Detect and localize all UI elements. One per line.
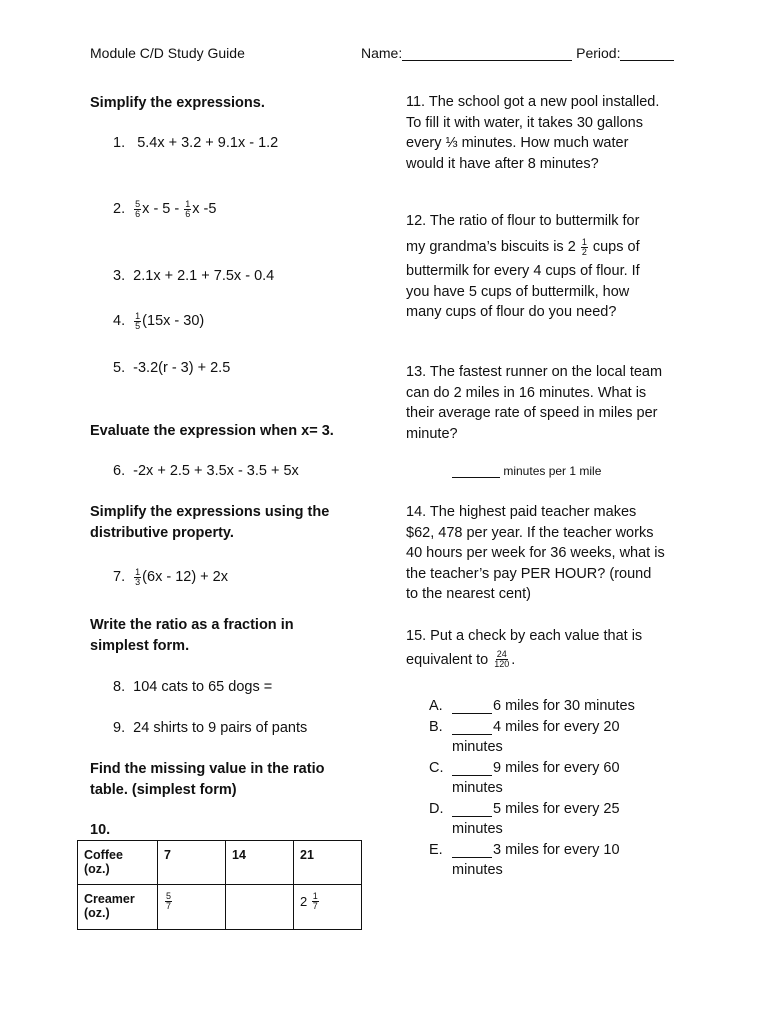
blank-answer-cell[interactable] (226, 885, 294, 930)
problem-11 (406, 92, 659, 174)
text-line: can do 2 miles in 16 minutes. What is (406, 384, 647, 401)
text-line: minute? (406, 425, 458, 442)
option-text: 9 miles for every 60 (493, 759, 620, 776)
name-label: Name: (361, 45, 403, 61)
text-line: many cups of flour do you need? (406, 304, 617, 320)
text-line: 14. The highest paid teacher makes (406, 504, 637, 520)
table-cell: 21 (294, 841, 362, 885)
fraction: $\frac{1}{5}$ (135, 310, 141, 331)
fraction: $\frac{5}{6}$ (135, 198, 141, 219)
text-line: buttermilk for every 4 cups of flour. If (406, 263, 640, 279)
text-line: would it have after 8 minutes? (406, 155, 599, 172)
section-heading-distributive (90, 502, 329, 543)
check-blank[interactable] (452, 843, 492, 858)
problem-text: -3.2(r - 3) + 2.5 (133, 360, 231, 376)
problem-number: 1. (113, 135, 126, 151)
problem-13-answer (452, 464, 601, 478)
problem-number: 3. (113, 268, 126, 284)
option-text-continued: minutes (452, 739, 503, 755)
option-text: 3 miles for every 10 (493, 841, 620, 858)
answer-unit: minutes per 1 mile (503, 464, 602, 478)
problem-text: x - 5 - (142, 201, 180, 217)
text-line: the teacher’s pay PER HOUR? (round (406, 565, 652, 582)
problem-4 (113, 311, 204, 332)
fraction: $\frac{1}{2}$ (581, 236, 587, 257)
problem-7 (113, 567, 228, 588)
list-item (429, 717, 620, 738)
problem-5 (113, 358, 230, 379)
fraction: $\frac{1}{3}$ (135, 566, 141, 587)
list-item (429, 840, 620, 861)
document-title: Module C/D Study Guide (90, 45, 245, 61)
option-letter: B. (429, 718, 443, 735)
problem-text: -2x + 2.5 + 3.5x - 3.5 + 5x (133, 463, 299, 479)
ratio-table (77, 840, 362, 930)
heading-line: table. (simplest form) (90, 781, 237, 798)
problem-number: 6. (113, 463, 126, 479)
text-line: you have 5 cups of buttermilk, how (406, 283, 630, 300)
option-text-continued: minutes (452, 862, 503, 878)
option-text-continued: minutes (452, 780, 503, 796)
section-heading-ratio-table (90, 759, 324, 800)
check-blank[interactable] (452, 720, 492, 735)
problem-6 (113, 461, 299, 482)
fraction: $\frac{24}{120}$ (494, 649, 510, 670)
option-letter: C. (429, 759, 444, 776)
problem-3 (113, 266, 274, 287)
text-line: 11. The school got a new pool installed. (406, 94, 660, 110)
problem-text: 104 cats to 65 dogs = (133, 679, 273, 695)
check-blank[interactable] (452, 802, 492, 817)
section-heading-evaluate: Evaluate the expression when x= 3. (90, 423, 334, 439)
heading-line: distributive property. (90, 524, 234, 541)
table-cell (294, 885, 362, 930)
check-blank[interactable] (452, 761, 492, 776)
list-item (429, 758, 620, 779)
problem-14 (406, 502, 665, 605)
option-letter: A. (429, 698, 443, 714)
name-blank[interactable] (402, 46, 572, 61)
heading-line: Simplify the expressions using the (90, 504, 330, 520)
option-text: 5 miles for every 25 (493, 800, 620, 817)
text-line: 15. Put a check by each value that is (406, 628, 643, 644)
option-text: 6 miles for 30 minutes (493, 698, 635, 714)
text-line: equivalent to $\frac{24}{120}$ . (406, 649, 516, 670)
text-line: to the nearest cent) (406, 586, 531, 602)
problem-2 (113, 199, 216, 220)
name-field[interactable] (361, 45, 674, 61)
text-line: every ⅓ minutes. How much water (406, 135, 629, 151)
period-blank[interactable] (620, 46, 674, 61)
table-row (78, 841, 362, 885)
heading-line: Find the missing value in the ratio (90, 761, 325, 777)
section-heading-simplify: Simplify the expressions. (90, 95, 265, 111)
mixed-number: 2 $\frac{1}{7}$ (300, 891, 318, 911)
heading-line: Write the ratio as a fraction in (90, 617, 294, 633)
text-line: their average rate of speed in miles per (406, 405, 658, 421)
problem-8 (113, 677, 272, 698)
fraction: $\frac{5}{7}$ (166, 891, 172, 911)
text-line: my grandma’s biscuits is 2 $\frac{1}{2}$ cups of (406, 236, 640, 257)
heading-line: simplest form. (90, 637, 190, 654)
problem-text: 5.4x + 3.2 + 9.1x - 1.2 (137, 135, 279, 151)
problem-9 (113, 718, 307, 739)
option-text-continued: minutes (452, 821, 503, 837)
table-cell: 14 (226, 841, 294, 885)
option-text: 4 miles for every 20 (493, 718, 620, 735)
answer-blank[interactable] (452, 465, 500, 478)
problem-number: 7. (113, 569, 126, 585)
text-line: $62, 478 per year. If the teacher works (406, 524, 654, 541)
problem-text: 2.1x + 2.1 + 7.5x - 0.4 (133, 268, 275, 284)
list-item (429, 696, 635, 717)
options-list (429, 696, 635, 881)
period-label: Period: (576, 45, 621, 61)
problem-12 (406, 209, 640, 323)
text-line: 13. The fastest runner on the local team (406, 364, 663, 380)
text-line: 12. The ratio of flour to buttermilk for (406, 213, 640, 229)
row-label: Coffee (oz.) (78, 841, 158, 885)
problem-number: 4. (113, 313, 126, 329)
option-letter: E. (429, 841, 443, 858)
table-cell (158, 885, 226, 930)
problem-10-number: 10. (90, 822, 111, 838)
problem-text: x -5 (192, 201, 217, 217)
problem-text: (15x - 30) (142, 313, 205, 329)
check-blank[interactable] (452, 699, 492, 714)
list-item (429, 799, 620, 820)
problem-number: 2. (113, 201, 126, 217)
problem-text: 24 shirts to 9 pairs of pants (133, 720, 308, 736)
row-label: Creamer (oz.) (78, 885, 158, 930)
problem-number: 9. (113, 720, 126, 736)
problem-1 (113, 133, 278, 154)
problem-13 (406, 362, 662, 444)
fraction: $\frac{1}{6}$ (185, 198, 191, 219)
problem-text: (6x - 12) + 2x (142, 569, 228, 585)
problem-15 (406, 626, 642, 670)
problem-number: 8. (113, 679, 126, 695)
section-heading-ratio (90, 615, 294, 656)
option-letter: D. (429, 800, 444, 817)
text-line: To fill it with water, it takes 30 gallons (406, 114, 643, 131)
table-cell: 7 (158, 841, 226, 885)
problem-number: 5. (113, 360, 126, 376)
text-line: 40 hours per week for 36 weeks, what is (406, 545, 665, 561)
table-row (78, 885, 362, 930)
